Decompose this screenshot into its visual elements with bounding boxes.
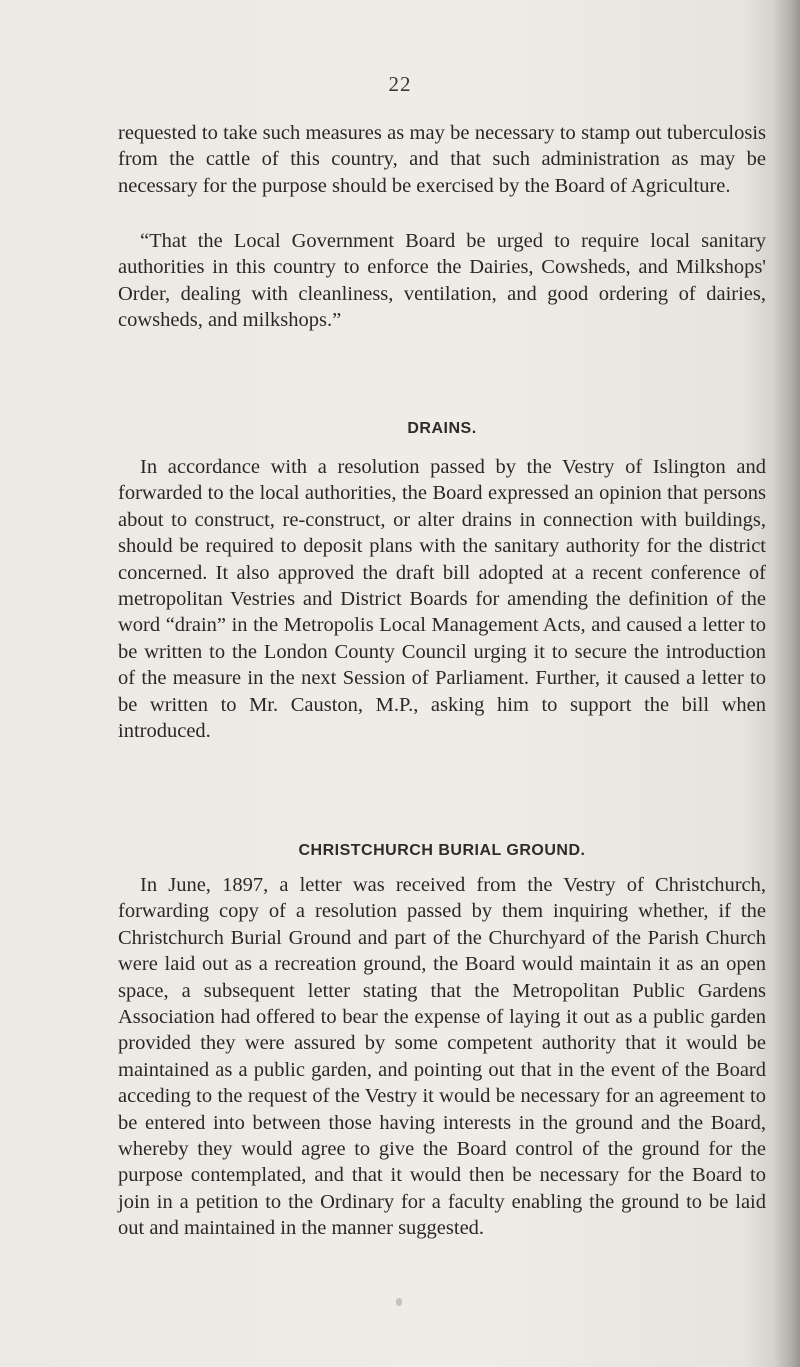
section-heading-christchurch-burial-ground: CHRISTCHURCH BURIAL GROUND. <box>298 842 586 859</box>
paper-speck <box>396 1298 402 1306</box>
continued-paragraph: requested to take such measures as may be necessary to stamp out tuberculosis from the cattle of this country, and that such administration as may be necessary for the purpose should be exercised by the Board of Agriculture. <box>118 122 766 197</box>
page-number: 22 <box>388 72 412 96</box>
drains-paragraph: In accordance with a resolution passed by the Vestry of Islington and forwarded to the local authorities, the Board expressed an opinion that persons about to construct, re-construct, or alter drains in connection with buildings, should be required to deposit plans with the sanitary authority for the district concerned. It also approved the draft bill adopted at a recent conference of metropolitan Vestries and District Boards for amending the definition of the word “drain” in the Metropolis Local Management Acts, and caused a letter to be written to the London County Council urging it to secure the introduction of the measure in the next Session of Parliament. Further, it caused a letter to be written to Mr. Causton, M.P., asking him to support the bill when introduced. <box>118 456 766 743</box>
section-heading-drains: DRAINS. <box>407 420 477 437</box>
page-edge-shadow <box>774 0 800 1367</box>
quoted-resolution-paragraph: “That the Local Government Board be urged to require local sanitary authorities in this country to enforce the Dairies, Cowsheds, and Milkshops' Order, dealing with cleanliness, ventilation, and good ordering of dairies, cowsheds, and milkshops.” <box>118 230 766 332</box>
christchurch-paragraph: In June, 1897, a letter was received from the Vestry of Christchurch, forwarding copy of a resolution passed by them inquiring whether, if the Christchurch Burial Ground and part of the Churchyard of the Parish Church were laid out as a recreation ground, the Board would maintain it as an open space, a subsequent letter stating that the Metropolitan Public Gardens Association had offered to bear the expense of laying it out as a public garden provided they were assured by some competent authority that it would be maintained as a public garden, and pointing out that in the event of the Board acceding to the request of the Vestry it would be necessary for an agreement to be entered into between those having interests in the ground and the Board, whereby they would agree to give the Board control of the ground for the purpose contemplated, and that it would then be necessary for the Board to join in a petition to the Ordinary for a faculty enabling the ground to be laid out and maintained in the manner suggested. <box>118 874 766 1240</box>
